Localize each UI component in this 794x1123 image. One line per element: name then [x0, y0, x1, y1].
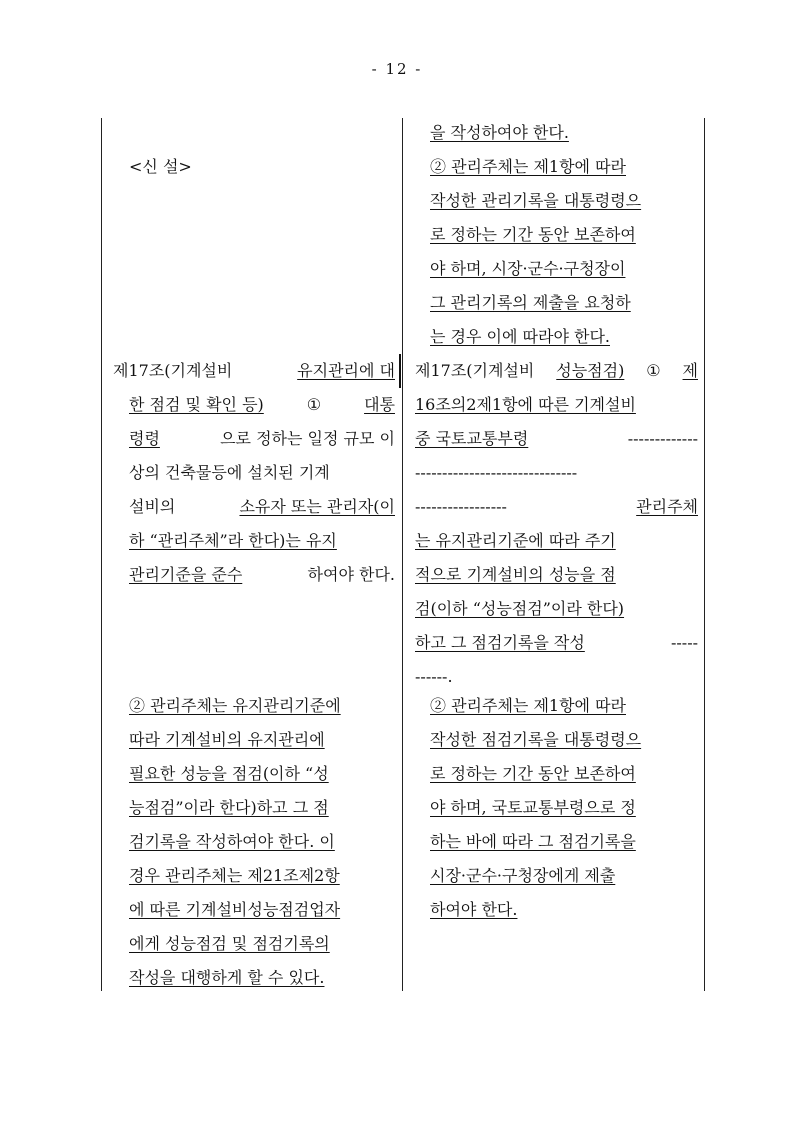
- text-segment: 중 국토교통부령: [415, 429, 529, 448]
- text-segment: 검(이하 “성능점검”이라 한다): [415, 599, 625, 618]
- amendment-marker-bar: [399, 354, 401, 388]
- text-segment: 는 경우 이에 따라야 한다.: [430, 327, 610, 346]
- text-segment: 따라 기계설비의 유지관리에: [129, 730, 325, 749]
- text-line: [129, 825, 395, 859]
- text-segment: <신 설>: [129, 157, 192, 176]
- text-line: [129, 791, 395, 825]
- text-line: [129, 558, 395, 592]
- text-line: [129, 927, 395, 961]
- new-provision-marker: [129, 150, 249, 184]
- text-line: [430, 320, 698, 354]
- text-line: [430, 150, 698, 184]
- text-line: [129, 757, 395, 791]
- text-line: [129, 524, 395, 558]
- text-segment: 에 따른 기계설비성능점검업자: [129, 900, 341, 919]
- text-line: [430, 825, 698, 859]
- text-line: [430, 723, 698, 757]
- text-segment: 에게 성능점검 및 점검기록의: [129, 934, 330, 953]
- text-line: [415, 524, 698, 558]
- text-segment: 작성한 관리기록을 대통령령으: [430, 191, 642, 210]
- text-segment: 하는 바에 따라 그 점검기록을: [430, 832, 636, 851]
- text-line: [430, 252, 698, 286]
- text-line: [430, 116, 698, 150]
- text-line: [129, 723, 395, 757]
- text-segment: ①: [306, 395, 322, 414]
- text-segment: 을 작성하여야 한다.: [430, 123, 569, 142]
- text-segment: -------------: [627, 429, 698, 448]
- text-segment: 소유자 또는 관리자(이: [239, 497, 395, 516]
- text-line: [415, 558, 698, 592]
- text-segment: 작성한 점검기록을 대통령령으: [430, 730, 642, 749]
- text-segment: 야 하며, 시장·군수·구청장이: [430, 259, 626, 278]
- text-line: [129, 961, 395, 995]
- text-segment: 제17조(기계설비: [415, 361, 535, 380]
- text-line: [430, 218, 698, 252]
- text-segment: 하 “관리주체”라 한다)는 유지: [129, 531, 337, 550]
- text-segment: ② 관리주체는 유지관리기준에: [129, 696, 341, 715]
- text-segment: 제: [682, 361, 698, 380]
- text-segment: 16조의2제1항에 따른 기계설비: [415, 395, 636, 414]
- text-line: [430, 757, 698, 791]
- text-segment: 설비의: [129, 497, 176, 516]
- text-segment: ①: [646, 361, 661, 380]
- text-line: [415, 592, 698, 626]
- table-left-border: [101, 118, 102, 991]
- text-line: [129, 859, 395, 893]
- text-line: [430, 893, 698, 927]
- text-segment: 으로 정하는 일정 규모 이: [220, 429, 395, 448]
- text-segment: 시장·군수·구청장에게 제출: [430, 866, 616, 885]
- text-segment: 검기록을 작성하여야 한다. 이: [129, 832, 335, 851]
- text-line: [415, 626, 698, 660]
- page-number: - 12 -: [371, 60, 423, 78]
- text-segment: 한 점검 및 확인 등): [129, 395, 264, 414]
- text-segment: 하고 그 점검기록을 작성: [415, 633, 585, 652]
- text-line: [415, 456, 698, 490]
- article-17-heading: [113, 354, 395, 388]
- text-segment: 그 관리기록의 제출을 요청하: [430, 293, 631, 312]
- text-line: [129, 689, 395, 723]
- text-line: [129, 456, 395, 490]
- text-segment: 하여야 한다.: [307, 565, 395, 584]
- text-segment: ② 관리주체는 제1항에 따라: [430, 696, 626, 715]
- text-segment: 로 정하는 기간 동안 보존하여: [430, 225, 636, 244]
- text-segment: 상의 건축물등에 설치된 기계: [129, 463, 330, 482]
- column-divider: [402, 118, 403, 991]
- text-segment: 경우 관리주체는 제21조제2항: [129, 866, 340, 885]
- text-line: [129, 422, 395, 456]
- text-line: [430, 689, 698, 723]
- text-line: [415, 354, 698, 388]
- text-line: [430, 286, 698, 320]
- text-line: [129, 490, 395, 524]
- text-segment: ② 관리주체는 제1항에 따라: [430, 157, 626, 176]
- text-line: [430, 859, 698, 893]
- comparison-table: [101, 118, 705, 991]
- text-line: [430, 184, 698, 218]
- text-segment: 로 정하는 기간 동안 보존하여: [430, 764, 636, 783]
- text-segment: 능점검”이라 한다)하고 그 점: [129, 798, 329, 817]
- text-segment: 작성을 대행하게 할 수 있다.: [129, 968, 325, 987]
- text-segment: 야 하며, 국토교통부령으로 정: [430, 798, 636, 817]
- text-line: [129, 893, 395, 927]
- text-line: [415, 388, 698, 422]
- text-segment: -----: [670, 633, 698, 652]
- text-segment: 는 유지관리기준에 따라 주기: [415, 531, 616, 550]
- text-segment: 유지관리에 대: [297, 361, 395, 380]
- text-segment: ------.: [415, 667, 453, 686]
- text-segment: 제17조(기계설비: [113, 361, 233, 380]
- text-segment: 관리주체: [636, 497, 698, 516]
- text-segment: ------------------------------: [415, 463, 578, 482]
- table-right-border: [704, 118, 705, 991]
- text-segment: 대통: [364, 395, 395, 414]
- text-line: [415, 490, 698, 524]
- text-segment: 령령: [129, 429, 160, 448]
- text-segment: 성능점검): [556, 361, 625, 380]
- text-line: [129, 388, 395, 422]
- text-segment: 필요한 성능을 점검(이하 “성: [129, 764, 329, 783]
- text-line: [430, 791, 698, 825]
- text-segment: -----------------: [415, 497, 507, 516]
- text-line: [415, 422, 698, 456]
- text-segment: 적으로 기계설비의 성능을 점: [415, 565, 616, 584]
- text-segment: 하여야 한다.: [430, 900, 518, 919]
- text-segment: 관리기준을 준수: [129, 565, 243, 584]
